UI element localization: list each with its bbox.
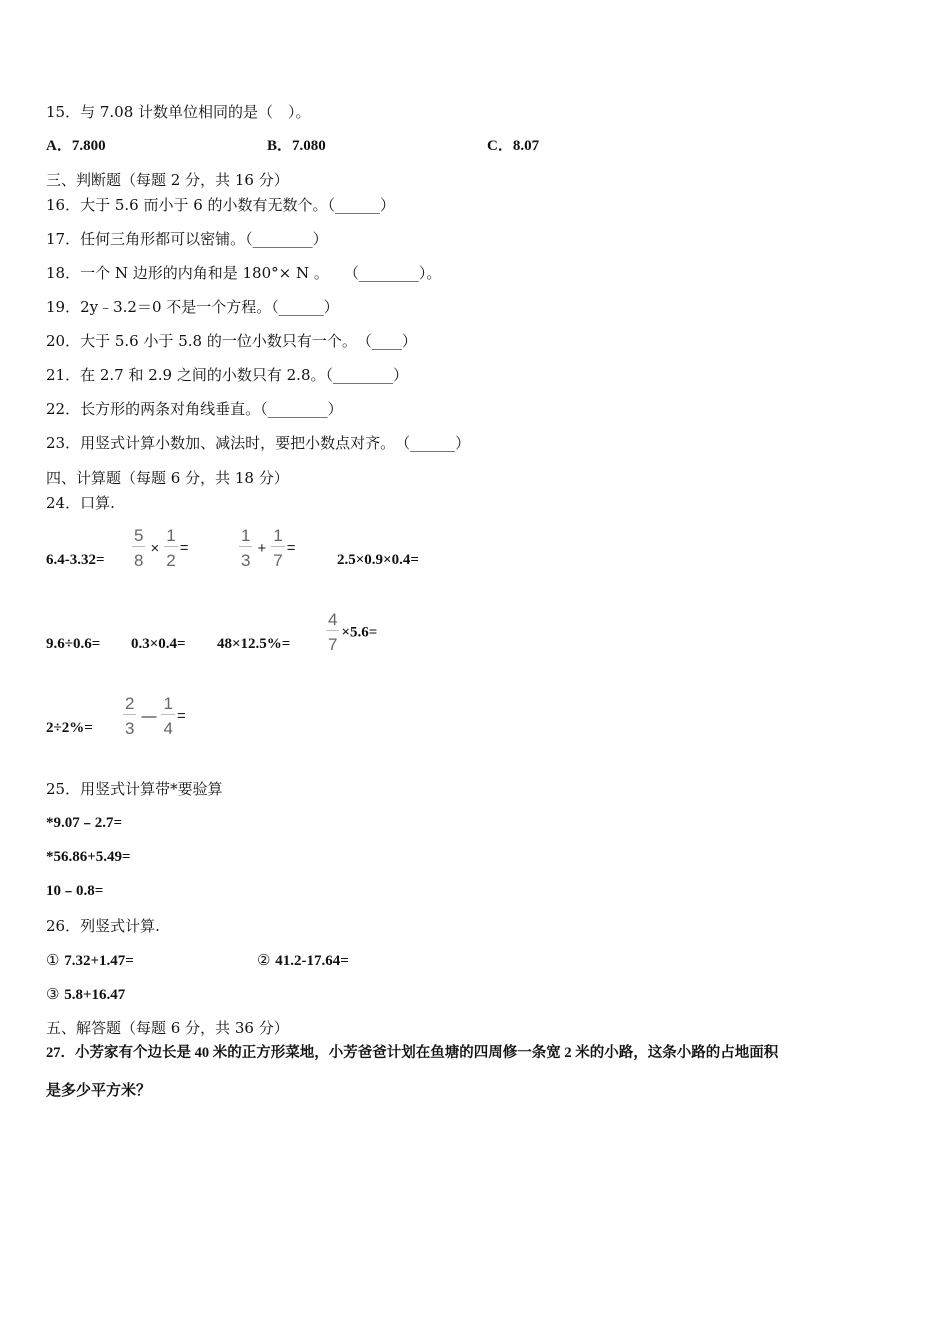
- section-3-title: 三、判断题（每题 2 分，共 16 分）: [46, 171, 289, 189]
- calc-item: ② 41.2-17.64=: [257, 951, 349, 969]
- question-18: 18．一个 N 边形的内角和是 180°× N 。 （________）。: [46, 264, 442, 282]
- option-c: C．8.07: [487, 138, 540, 154]
- calc-item: 6.4-3.32=: [46, 552, 105, 568]
- question-21: 21．在 2.7 和 2.9 之间的小数只有 2.8。（________）: [46, 366, 408, 384]
- fraction-expression: $\frac{2}{3}$ — $\frac{1}{4}$ =: [125, 694, 186, 738]
- question-19: 19．2y﹣3.2＝0 不是一个方程。（______）: [46, 298, 339, 316]
- option-a: A．7.800: [46, 138, 106, 154]
- calc-item: ③ 5.8+16.47: [46, 985, 126, 1003]
- calc-item: ① 7.32+1.47=: [46, 951, 134, 969]
- section-5-title: 五、解答题（每题 6 分，共 36 分）: [46, 1019, 289, 1037]
- calc-item: 9.6÷0.6=: [46, 636, 101, 652]
- calc-item: *9.07﹣2.7=: [46, 815, 123, 831]
- question-23: 23．用竖式计算小数加、减法时，要把小数点对齐。 （______）: [46, 434, 471, 452]
- circled-number: ①: [46, 951, 60, 969]
- calc-item: 10﹣0.8=: [46, 883, 104, 899]
- question-24-title: 24．口算.: [46, 494, 115, 512]
- fraction-expression: $\frac{1}{3}$ + $\frac{1}{7}$ =: [241, 526, 296, 570]
- calc-item: 2.5×0.9×0.4=: [337, 552, 419, 568]
- option-b: B．7.080: [267, 138, 326, 154]
- fraction-expression: $\frac{4}{7}$ ×5.6=: [328, 610, 378, 654]
- section-4-title: 四、计算题（每题 6 分，共 18 分）: [46, 469, 289, 487]
- question-27-line-2: 是多少平方米？: [46, 1083, 152, 1099]
- question-20: 20．大于 5.6 小于 5.8 的一位小数只有一个。 （____）: [46, 332, 417, 350]
- question-22: 22．长方形的两条对角线垂直。（________）: [46, 400, 343, 418]
- calc-item: 2÷2%=: [46, 720, 93, 736]
- fraction-expression: $\frac{5}{8}$ × $\frac{1}{2}$ =: [134, 526, 189, 570]
- calc-item: 0.3×0.4=: [131, 636, 186, 652]
- question-26-title: 26．列竖式计算.: [46, 917, 160, 935]
- circled-number: ③: [46, 985, 60, 1003]
- calc-item: *56.86+5.49=: [46, 849, 131, 865]
- question-15: 15．与 7.08 计数单位相同的是（ ）。: [46, 103, 311, 121]
- calc-item: 48×12.5%=: [217, 636, 291, 652]
- question-27-line-1: 27．小芳家有个边长是 40 米的正方形菜地，小芳爸爸计划在鱼塘的四周修一条宽 2 米的小路，这条小路的占地面积: [46, 1045, 779, 1061]
- circled-number: ②: [257, 951, 271, 969]
- question-17: 17．任何三角形都可以密铺。（________）: [46, 230, 328, 248]
- question-16: 16．大于 5.6 而小于 6 的小数有无数个。（______）: [46, 196, 396, 214]
- question-25-title: 25．用竖式计算带*要验算: [46, 780, 223, 798]
